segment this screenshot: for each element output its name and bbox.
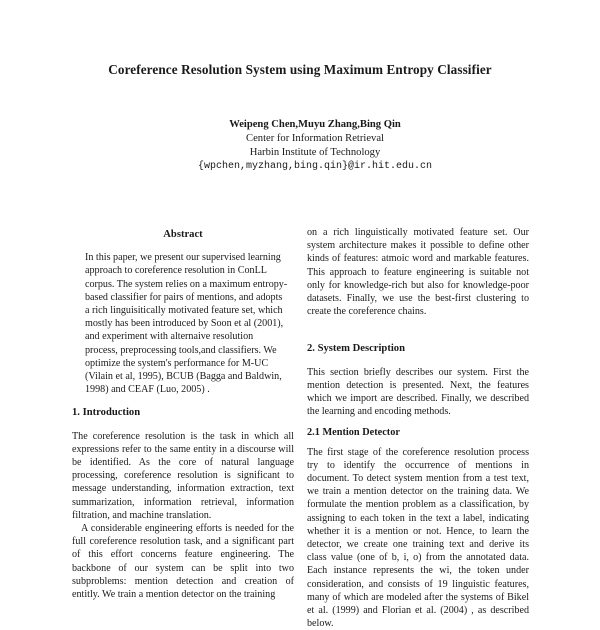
affiliation-line-1: Center for Information Retrieval xyxy=(246,133,384,144)
section-2-1-heading: 2.1 Mention Detector xyxy=(307,427,400,439)
continuation-paragraph: on a rich linguistically motivated feature set. Our system architecture makes it possible to define other kinds of features: atmoic word and markable features. This approach to feature engineering is suitable not only for knowledge-rich but also for knowledge-poor datasets. Finally, we use the best-first clustering to create the coreference chains. xyxy=(307,227,529,318)
section-2-heading: 2. System Description xyxy=(307,343,405,355)
intro-paragraph-2: A considerable engineering efforts is needed for the full coreference resolution task, and a significant part of this effort concerns feature engineering. The backbone of our system can be split into two subproblems: mention detection and creation of entitly. We train a mention detector on the training xyxy=(72,523,294,601)
abstract-heading: Abstract xyxy=(163,229,203,240)
author-email: {wpchen,myzhang,bing.qin}@ir.hit.edu.cn xyxy=(197,161,433,172)
author-block xyxy=(150,118,480,174)
abstract-text: In this paper, we present our supervised learning approach to coreference resolution in ConLL corpus. The system relies on a maximum entropy-based classifier for pairs of mentions, and adopts a rich linguisitically motivated feature set, which mostly has been introduced by Soon et al (2001), and experiment with alternaive resolution process, preprocessing tools,and classifiers. We optimize the system's performance for M-UC (Vilain et al, 1995), BCUB (Bagga and Baldwin, 1998) and CEAF (Luo, 2005) . xyxy=(85,252,288,396)
left-column xyxy=(72,226,294,601)
intro-paragraph-1: The coreference resolution is the task in which all expressions refer to the same entity in a discourse will be identified. As the core of natural language processing, coreference resolution is significant to message understanding, information extraction, text summarization, information retrieval, information filtration, and machine translation. xyxy=(72,430,294,521)
affiliation-line-2: Harbin Institute of Technology xyxy=(249,147,381,158)
right-column xyxy=(307,226,529,630)
paper-title: Coreference Resolution System using Maximum Entropy Classifier xyxy=(108,62,492,77)
section-2-text: This section briefly describes our system. First the mention detection is presented. Next, the features which we import are described. Finally, we described the learning and encoding methods. xyxy=(307,366,529,418)
section-1-heading: 1. Introduction xyxy=(72,407,141,419)
author-names: Weipeng Chen,Muyu Zhang,Bing Qin xyxy=(229,119,401,130)
section-2-1-text: The first stage of the coreference resolution process try to identify the occurrence of mentions in document. To detect system mention from a test text, we train a mention detector on the training data. We formulate the mention problem as a classification, by assigning to each token in the text a label, indicating whether it is a mention or not. Hence, to learn the detector, we create one training text and derive its class value (one of b, i, o) from the annotated data. Each instance represents the wi, the token under consideration, and consists of 19 linguistic features, many of which are modeled after the systems of Bikel et al. (1999) and Florian et al. (2004) , as described below. xyxy=(307,446,529,630)
